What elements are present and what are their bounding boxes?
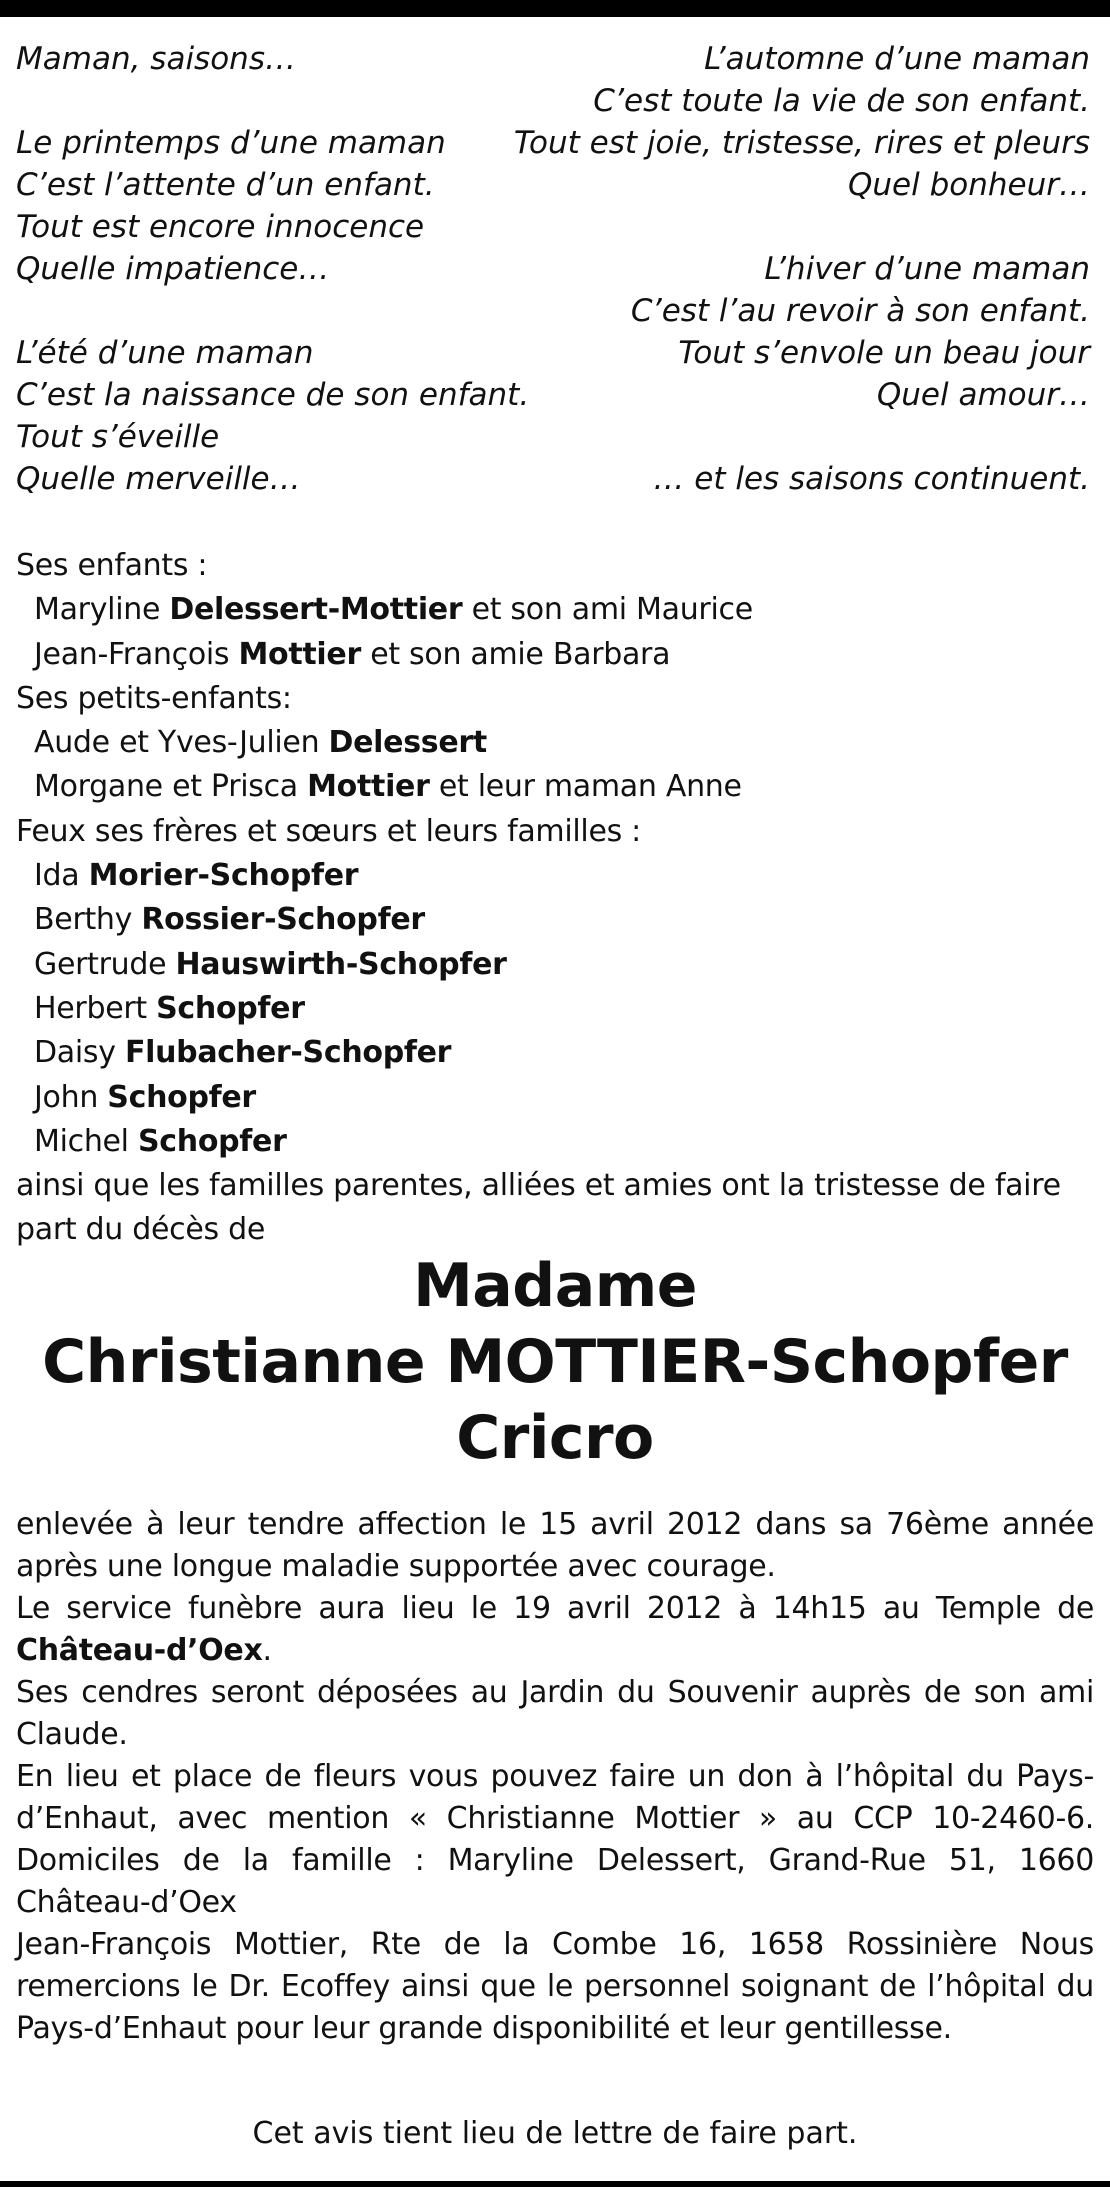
paragraph: Le service funèbre aura lieu le 19 avril 2012 à 14h15 au Temple de Château-d’Oex. [16,1591,1094,1668]
paragraph: Ses cendres seront déposées au Jardin du Souvenir auprès de son ami Claude. [16,1675,1094,1752]
notice-body [16,1504,1094,2050]
poem-line: C’est toute la vie de son enfant. [593,83,1090,119]
poem-line: C’est l’au revoir à son enfant. [630,293,1090,329]
poem-line: L’automne d’une maman [704,41,1090,77]
poem-line: Tout s’envole un beau jour [678,335,1090,371]
announcement-text: ainsi que les familles parentes, alliées et amies ont la tristesse de faire part du décès de [16,1168,1061,1248]
poem-line [450,206,1090,248]
siblings-heading: Feux ses frères et sœurs et leurs familles : [16,813,641,849]
poem-line: … et les saisons continuent. [653,461,1090,497]
poem-line: C’est l’attente d’un enfant. [16,167,435,203]
poem-line: Tout est encore innocence [16,209,425,245]
poem-line [450,416,1090,458]
family-member: Herbert Schopfer [34,990,305,1026]
closing-note: Cet avis tient lieu de lettre de faire part. [252,2116,858,2151]
family-member: John Schopfer [34,1079,256,1115]
family-member: Daisy Flubacher-Schopfer [34,1035,452,1071]
top-border [0,0,1110,17]
poem-right-column [450,38,1090,500]
poem-line: Quelle merveille… [16,461,301,497]
children-heading: Ses enfants : [16,548,208,583]
poem-line: Quel bonheur… [848,167,1090,203]
family-member: Gertrude Hauswirth-Schopfer [34,946,507,982]
deceased-name: Christianne MOTTIER-Schopfer [42,1327,1068,1397]
poem-line: C’est la naissance de son enfant. [16,377,530,413]
poem-line: Tout s’éveille [16,419,220,455]
poem-line: L’hiver d’une maman [764,251,1090,287]
bottom-border [0,2181,1110,2187]
deceased-name-block [0,1248,1110,1476]
poem-line: Quel amour… [876,377,1090,413]
paragraph: En lieu et place de fleurs vous pouvez faire un don à l’hôpital du Pays-d’Enhaut, avec mention « Christianne Mottier » au CCP 10-2460-6. Domiciles de la famille : Maryline Delessert, Grand-Rue 51, 1660 Château-d’Oex [16,1759,1094,1920]
family-member: Aude et Yves-Julien Delessert [34,725,487,761]
service-place: Château-d’Oex [16,1633,263,1668]
paragraph: Jean-François Mottier, Rte de la Combe 16, 1658 Rossinière Nous remercions le Dr. Ecoffey ainsi que le personnel soignant de l’hôpital du Pays-d’Enhaut pour leur grande disponibilité et leur gentillesse. [16,1927,1094,2046]
poem-line: Maman, saisons… [16,41,296,77]
deceased-nickname: Cricro [456,1403,654,1473]
family-member: Morgane et Prisca Mottier et leur maman Anne [34,769,742,805]
poem [16,38,1090,498]
family-member: Jean-François Mottier et son amie Barbara [34,636,671,672]
family-list [16,544,1096,1253]
poem-line: L’été d’une maman [16,335,314,371]
deceased-title: Madame [413,1251,697,1321]
grandchildren-heading: Ses petits-enfants: [16,680,292,716]
poem-line: Tout est joie, tristesse, rires et pleurs [513,125,1090,161]
family-member: Michel Schopfer [34,1123,287,1159]
poem-line: Quelle impatience… [16,251,330,287]
poem-line: Le printemps d’une maman [16,125,446,161]
family-member: Ida Morier-Schopfer [34,858,359,894]
paragraph: enlevée à leur tendre affection le 15 avril 2012 dans sa 76ème année après une longue maladie supportée avec courage. [16,1507,1094,1584]
family-member: Maryline Delessert-Mottier et son ami Maurice [34,592,753,628]
family-member: Berthy Rossier-Schopfer [34,902,425,938]
